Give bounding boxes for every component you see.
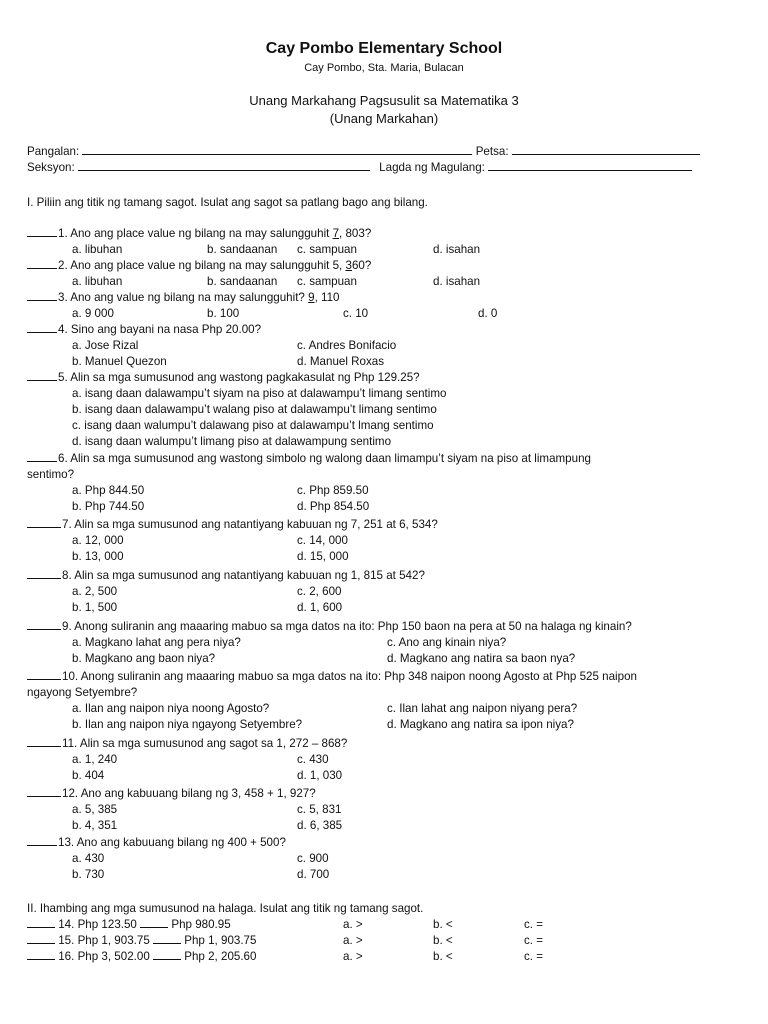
choice: d. Manuel Roxas <box>297 355 384 368</box>
choice: a. libuhan <box>72 275 123 288</box>
choice: c. 14, 000 <box>297 534 348 547</box>
choice: d. isahan <box>433 243 481 256</box>
answer-blank[interactable] <box>27 517 61 528</box>
choice: c. sampuan <box>297 243 357 256</box>
question-4: 4. Sino ang bayani na nasa Php 20.00? <box>27 322 261 338</box>
choice: a. Magkano lahat ang pera niya? <box>72 636 241 649</box>
choice: b. sandaanan <box>207 243 278 256</box>
part1-instruction: I. Piliin ang titik ng tamang sagot. Isulat ang sagot sa patlang bago ang bilang. <box>27 196 428 209</box>
question-8: 8. Alin sa mga sumusunod ang natantiyang kabuuan ng 1, 815 at 542? <box>27 568 425 584</box>
parent-signature-label: Lagda ng Magulang: <box>379 161 485 174</box>
comparison-blank <box>140 917 168 928</box>
choice: a. 9 000 <box>72 307 114 320</box>
choice: c. 900 <box>297 852 329 865</box>
question-6-continued: sentimo? <box>27 468 75 481</box>
comparison-blank <box>153 949 181 960</box>
answer-blank[interactable] <box>27 933 55 944</box>
choice: d. 15, 000 <box>297 550 349 563</box>
choice: d. 0 <box>478 307 498 320</box>
answer-blank[interactable] <box>27 568 61 579</box>
question-10: 10. Anong suliranin ang maaaring mabuo sa mga datos na ito: Php 348 naipon noong Agosto at Php 525 naipon <box>27 669 637 685</box>
choice: c. Php 859.50 <box>297 484 369 497</box>
name-row <box>27 144 700 160</box>
choice: b. Manuel Quezon <box>72 355 167 368</box>
question-3: 3. Ano ang value ng bilang na may salungguhit? 9, 110 <box>27 290 340 306</box>
choice: c. isang daan walumpu’t dalawang piso at dalawampu’t lmang sentimo <box>72 419 434 432</box>
date-field[interactable] <box>512 144 700 155</box>
choice: d. Php 854.50 <box>297 500 370 513</box>
choice: c. 5, 831 <box>297 803 342 816</box>
question-10-continued: ngayong Setyembre? <box>27 686 138 699</box>
part2-instruction: II. Ihambing ang mga sumusunod na halaga. Isulat ang titik ng tamang sagot. <box>27 902 424 915</box>
section-row <box>27 160 692 176</box>
choice: b. 13, 000 <box>72 550 124 563</box>
section-field[interactable] <box>78 160 370 171</box>
choice: a. Ilan ang naipon niya noong Agosto? <box>72 702 270 715</box>
answer-blank[interactable] <box>27 835 57 846</box>
choice: a. 2, 500 <box>72 585 118 598</box>
choice: c. Ano ang kinain niya? <box>387 636 507 649</box>
choice: d. 6, 385 <box>297 819 343 832</box>
choice: a. isang daan dalawampu’t siyam na piso at dalawampu’t limang sentimo <box>72 387 447 400</box>
answer-blank[interactable] <box>27 451 57 462</box>
question-2: 2. Ano ang place value ng bilang na may salungguhit 5, 360? <box>27 258 371 274</box>
question-11: 11. Alin sa mga sumusunod ang sagot sa 1, 272 – 868? <box>27 736 347 752</box>
choice: d. 700 <box>297 868 330 881</box>
choice: b. Php 744.50 <box>72 500 145 513</box>
choice: a. Php 844.50 <box>72 484 145 497</box>
school-name: Cay Pombo Elementary School <box>265 40 503 57</box>
answer-blank[interactable] <box>27 786 61 797</box>
choice: d. Magkano ang natira sa baon nya? <box>387 652 576 665</box>
question-7: 7. Alin sa mga sumusunod ang natantiyang kabuuan ng 7, 251 at 6, 534? <box>27 517 438 533</box>
choice: b. Magkano ang baon niya? <box>72 652 216 665</box>
answer-blank[interactable] <box>27 322 57 333</box>
answer-blank[interactable] <box>27 917 55 928</box>
choice: a. > <box>343 918 363 931</box>
question-6: 6. Alin sa mga sumusunod ang wastong simbolo ng walong daan limampu’t siyam na piso at limampung <box>27 451 591 467</box>
question-12: 12. Ano ang kabuuang bilang ng 3, 458 + 1, 927? <box>27 786 316 802</box>
choice: c. 430 <box>297 753 329 766</box>
choice: c. 10 <box>343 307 369 320</box>
school-address: Cay Pombo, Sta. Maria, Bulacan <box>304 62 464 74</box>
choice: d. isang daan walumpu’t limang piso at dalawampung sentimo <box>72 435 392 448</box>
choice: a. 12, 000 <box>72 534 124 547</box>
question-5: 5. Alin sa mga sumusunod ang wastong pagkakasulat ng Php 129.25? <box>27 370 420 386</box>
name-label: Pangalan: <box>27 145 80 158</box>
choice: b. 4, 351 <box>72 819 118 832</box>
parent-signature-field[interactable] <box>488 160 692 171</box>
choice: a. libuhan <box>72 243 123 256</box>
choice: c. = <box>524 918 544 931</box>
answer-blank[interactable] <box>27 949 55 960</box>
answer-blank[interactable] <box>27 619 61 630</box>
date-label: Petsa: <box>475 145 509 158</box>
choice: a. > <box>343 934 363 947</box>
answer-blank[interactable] <box>27 669 61 680</box>
answer-blank[interactable] <box>27 258 57 269</box>
answer-blank[interactable] <box>27 290 57 301</box>
choice: c. = <box>524 950 544 963</box>
choice: a. 5, 385 <box>72 803 118 816</box>
choice: b. < <box>433 934 453 947</box>
exam-page: Cay Pombo Elementary School Cay Pombo, Sta. Maria, Bulacan Unang Markahang Pagsusulit sa Matematika 3 (Unang Markahan) Pangalan: Petsa: Seksyon: Lagda ng Magulang: I. Piliin ang titik ng tamang sagot. Isulat ang sagot sa patlang bago ang bilang. 1. Ano ang place value ng bilang na may salungguhit 7, 803? a. libuhan b. sandaanan c. sampuan d. isahan 2. Ano ang place value ng bilang na may salungguhit 5, 360? a. libuhan b. sandaanan c. sampuan d. isahan 3. Ano ang value ng bilang na may salungguhit? 9, 110 a. 9 000 b. 100 c. 10 d. 0 4. Sino ang bayani na nasa Php 20.00? a. Jose Rizal c. Andres Bonifacio b. Manuel Quezon d. Manuel Roxas 5. Alin sa mga sumusunod ang wastong pagkakasulat ng Php 129.25? a. isang daan dalawampu’t siyam na piso at dalawampu’t limang sentimo b. isang daan dalawampu’t walang piso at dalawampu’t limang sentimo c. isang daan walumpu’t dalawang piso at dalawampu’t lmang sentimo d. isang daan walumpu’t limang piso at dalawampung sentimo 6. Alin sa mga sumusunod ang wastong simbolo ng walong daan limampu’t siyam na piso at limampung sentimo? a. Php 844.50 c. Php 859.50 b. Php 744.50 d. Php 854.50 7. Alin sa mga sumusunod ang natantiyang kabuuan ng 7, 251 at 6, 534? a. 12, 000 c. 14, 000 b. 13, 000 d. 15, 000 8. Alin sa mga sumusunod ang natantiyang kabuuan ng 1, 815 at 542? a. 2, 500 c. 2, 600 b. 1, 500 d. 1, 600 9. Anong suliranin ang maaaring mabuo sa mga datos na ito: Php 150 baon na pera at 50 na halaga ng kinain? a. Magkano lahat ang pera niya? c. Ano ang kinain niya? b. Magkano ang baon niya? d. Magkano ang natira sa baon nya? 10. Anong suliranin ang maaaring mabuo sa mga datos na ito: Php 348 naipon noong Agosto at Php 525 naipon ngayong Setyembre? a. Ilan ang naipon niya noong Agosto? c. Ilan lahat ang naipon niyang pera? b. Ilan ang naipon niya ngayong Setyembre? d. Magkano ang natira sa ipon niya? 11. Alin sa mga sumusunod ang sagot sa 1, 272 – 868? a. 1, 240 c. 430 b. 404 d. 1, 030 12. Ano ang kabuuang bilang ng 3, 458 + 1, 927? a. 5, 385 c. 5, 831 b. 4, 351 d. 6, 385 13. Ano ang kabuuang bilang ng 400 + 500? a. 430 c. 900 b. 730 d. 700 II. Ihambing ang mga sumusunod na halaga. Isulat ang titik ng tamang sagot. 14. Php 123.50 Php 980.95 a. > b. < c. = 15. Php 1, 903.75 Php 1, 903.75 a. > b. < c. = 16. Php 3, 502.00 Php 2, 205.60 a. > b. < c. = <box>0 0 768 1024</box>
comparison-blank <box>153 933 181 944</box>
answer-blank[interactable] <box>27 736 61 747</box>
exam-title: Unang Markahang Pagsusulit sa Matematika 3 <box>249 93 519 108</box>
name-field[interactable] <box>82 144 472 155</box>
choice: b. < <box>433 950 453 963</box>
choice: b. < <box>433 918 453 931</box>
choice: b. sandaanan <box>207 275 278 288</box>
choice: a. 430 <box>72 852 105 865</box>
choice: b. Ilan ang naipon niya ngayong Setyembre? <box>72 718 303 731</box>
choice: d. 1, 600 <box>297 601 343 614</box>
choice: d. Magkano ang natira sa ipon niya? <box>387 718 574 731</box>
choice: c. 2, 600 <box>297 585 342 598</box>
question-9: 9. Anong suliranin ang maaaring mabuo sa mga datos na ito: Php 150 baon na pera at 50 na halaga ng kinain? <box>27 619 632 635</box>
answer-blank[interactable] <box>27 370 57 381</box>
choice: a. 1, 240 <box>72 753 118 766</box>
choice: c. Andres Bonifacio <box>297 339 397 352</box>
choice: b. 730 <box>72 868 105 881</box>
question-1: 1. Ano ang place value ng bilang na may salungguhit 7, 803? <box>27 226 371 242</box>
answer-blank[interactable] <box>27 226 57 237</box>
exam-quarter: (Unang Markahan) <box>329 111 439 126</box>
choice: d. isahan <box>433 275 481 288</box>
question-13: 13. Ano ang kabuuang bilang ng 400 + 500? <box>27 835 286 851</box>
choice: b. 1, 500 <box>72 601 118 614</box>
choice: d. 1, 030 <box>297 769 343 782</box>
choice: b. 404 <box>72 769 105 782</box>
choice: b. isang daan dalawampu’t walang piso at dalawampu’t limang sentimo <box>72 403 437 416</box>
choice: c. sampuan <box>297 275 357 288</box>
choice: a. > <box>343 950 363 963</box>
choice: a. Jose Rizal <box>72 339 139 352</box>
choice: b. 100 <box>207 307 240 320</box>
section-label: Seksyon: <box>27 161 75 174</box>
choice: c. = <box>524 934 544 947</box>
choice: c. Ilan lahat ang naipon niyang pera? <box>387 702 578 715</box>
